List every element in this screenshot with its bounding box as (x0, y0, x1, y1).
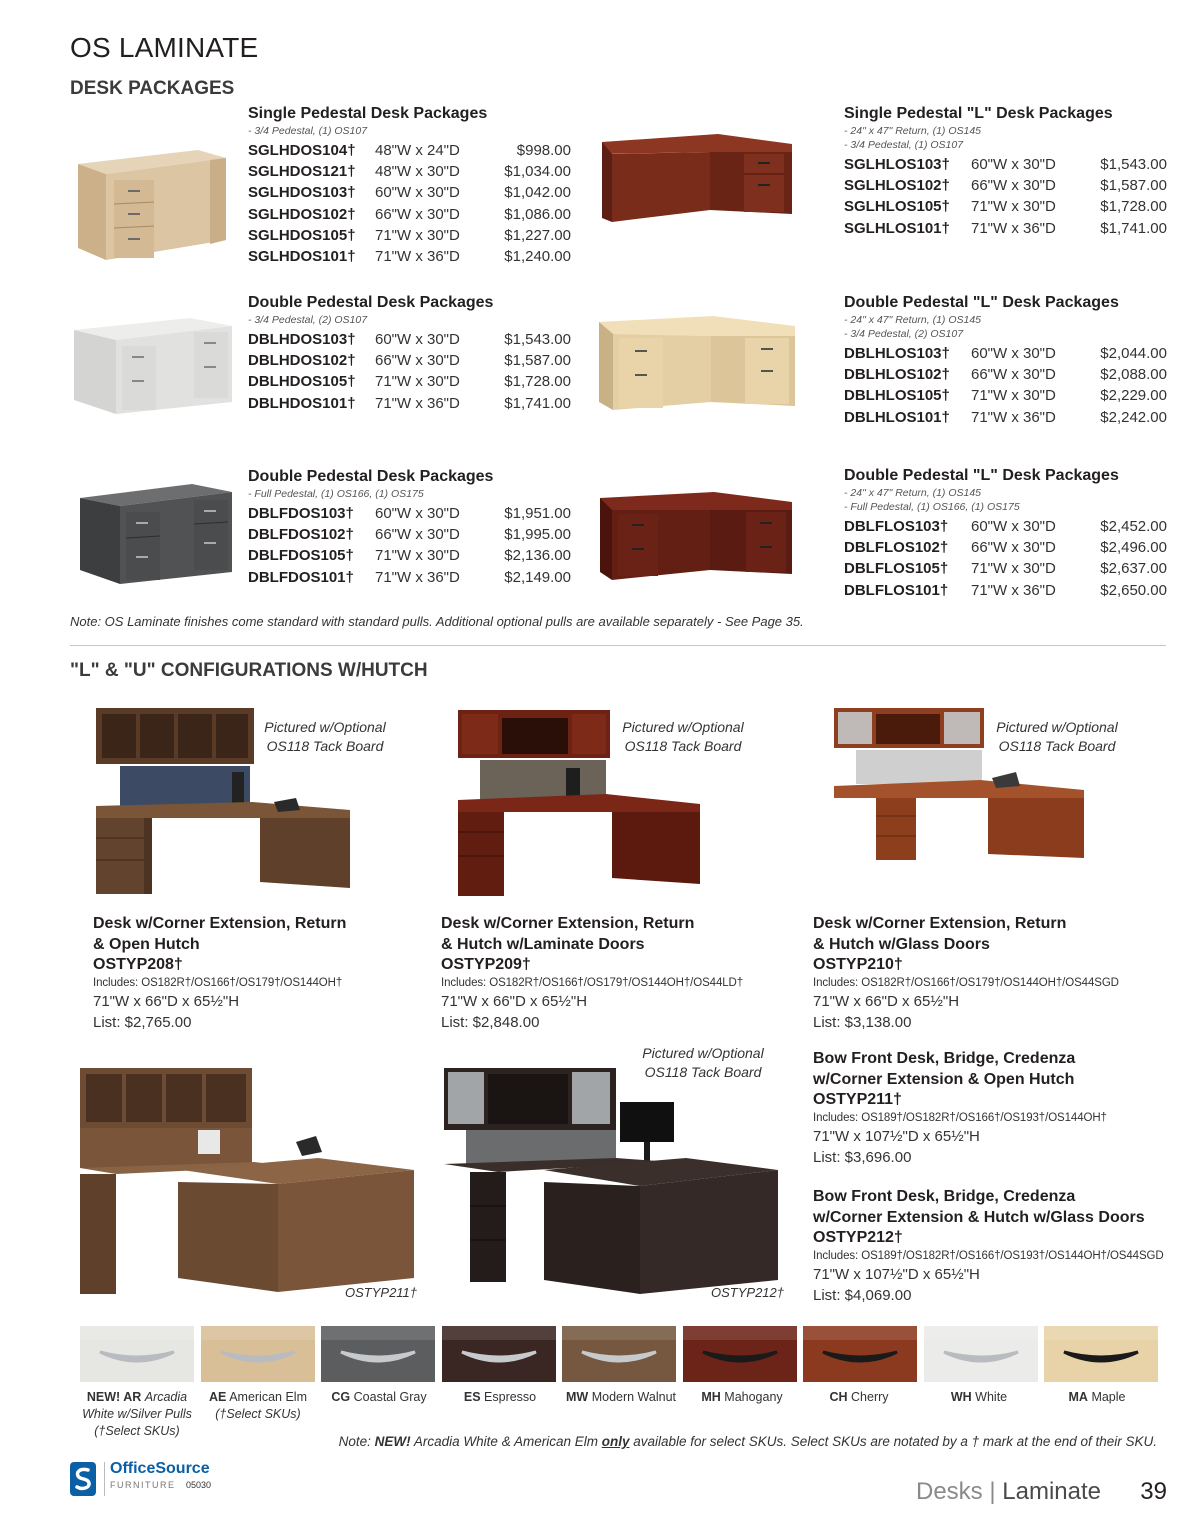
note-only: only (601, 1434, 630, 1449)
config-sku: OSTYP211† (813, 1091, 902, 1108)
finish-label-wh (920, 1389, 1038, 1406)
price: $1,227.00 (504, 226, 571, 244)
package-subtitle: - 3/4 Pedestal, (1) OS107 (844, 139, 964, 151)
package-row (844, 558, 1174, 579)
finish-code: NEW! AR (86, 1390, 142, 1404)
select-sku-note (339, 1434, 1157, 1449)
sku: DBLFDOS102† (248, 526, 354, 544)
finish-code: AE (209, 1390, 227, 1404)
package-subtitle: - Full Pedestal, (1) OS166, (1) OS175 (844, 501, 1020, 513)
sku: DBLFLOS102† (844, 539, 949, 557)
finish-swatch-es (442, 1326, 556, 1382)
config-ostyp209 (441, 913, 801, 1033)
package-row (248, 161, 578, 182)
package-row (844, 516, 1174, 537)
finish-label-ch (800, 1389, 918, 1406)
finish-code: MA (1068, 1390, 1088, 1404)
photo-ostyp212 (440, 1066, 782, 1298)
config-title: Desk w/Corner Extension, Return (441, 915, 695, 932)
package-double-pedestal (248, 293, 578, 414)
footer-separator: | (989, 1478, 996, 1505)
dimensions: 71"W x 30"D (971, 387, 1056, 405)
finish-name: White (975, 1390, 1008, 1404)
finish-label-mw (562, 1389, 680, 1406)
sku: DBLHDOS102† (248, 352, 356, 370)
brand-title: OS LAMINATE (70, 32, 259, 63)
config-sku: OSTYP208† (93, 956, 183, 973)
logo-subtitle: FURNITURE (110, 1480, 176, 1490)
dimensions: 71"W x 36"D (375, 248, 460, 266)
dimensions: 48"W x 30"D (375, 163, 460, 181)
package-row (844, 343, 1174, 364)
price: $1,995.00 (504, 526, 571, 544)
price: $2,637.00 (1100, 560, 1167, 578)
section-divider (70, 645, 1166, 646)
finish-label-ae (199, 1389, 317, 1423)
pictured-note-line2: OS118 Tack Board (266, 738, 384, 754)
sku: SGLHDOS121† (248, 163, 356, 181)
package-double-pedestal-l (844, 293, 1174, 428)
config-includes: Includes: OS189†/OS182R†/OS166†/OS193†/OS144OH† (813, 1112, 1107, 1124)
config-sku: OSTYP212† (813, 1229, 903, 1246)
sku: SGLHDOS105† (248, 226, 356, 244)
dimensions: 60"W x 30"D (375, 184, 460, 202)
dimensions: 71"W x 36"D (971, 219, 1056, 237)
sku: SGLHLOS101† (844, 219, 950, 237)
finish-label-ma (1038, 1389, 1156, 1406)
dimensions: 48"W x 24"D (375, 142, 460, 159)
swatch-edge (201, 1326, 315, 1340)
sku: SGLHLOS102† (844, 177, 950, 195)
logo-divider (104, 1462, 105, 1496)
finish-name: American Elm (229, 1390, 307, 1404)
config-title: w/Corner Extension & Hutch w/Glass Doors (813, 1209, 1145, 1226)
dimensions: 71"W x 36"D (971, 408, 1056, 426)
finish-code: CH (829, 1390, 848, 1404)
dimensions: 71"W x 30"D (971, 198, 1056, 216)
finish-extra: (†Select SKUs) (215, 1407, 301, 1421)
price: $1,543.00 (504, 331, 571, 348)
price: $1,587.00 (504, 352, 571, 370)
price: $1,042.00 (504, 184, 571, 202)
sku: DBLHLOS101† (844, 408, 950, 426)
note-prefix: Note: (338, 1434, 375, 1449)
swatch-edge (80, 1326, 194, 1340)
config-title: & Hutch w/Laminate Doors (441, 936, 645, 953)
sku: DBLFDOS101† (248, 568, 354, 586)
finish-label-ar (78, 1389, 196, 1440)
dimensions: 71"W x 36"D (375, 568, 460, 586)
swatch-edge (803, 1326, 917, 1340)
swatch-edge (924, 1326, 1038, 1340)
price: $2,136.00 (504, 547, 571, 565)
package-row (844, 537, 1174, 558)
price: $1,951.00 (504, 505, 571, 522)
config-list-price: List: $2,848.00 (441, 1014, 540, 1031)
photo-double-full-pedestal-l-desk (596, 488, 796, 586)
package-row (248, 545, 578, 566)
package-title: Double Pedestal Desk Packages (248, 294, 494, 311)
dimensions: 60"W x 30"D (971, 518, 1056, 535)
sku: DBLFLOS105† (844, 560, 949, 578)
footer-section-label (916, 1478, 1101, 1506)
swatch-edge (1044, 1326, 1158, 1340)
footer-category: Desks (916, 1478, 983, 1505)
pictured-note-line2: OS118 Tack Board (644, 1064, 762, 1080)
officesource-logo-icon (70, 1462, 96, 1496)
pictured-note-line1: Pictured w/Optional (996, 719, 1118, 735)
finish-name: Coastal Gray (353, 1390, 427, 1404)
package-double-full-pedestal (248, 467, 578, 588)
package-row (844, 580, 1174, 601)
sku: DBLFLOS101† (844, 581, 949, 599)
sku: DBLHDOS103† (248, 331, 356, 348)
config-title: Bow Front Desk, Bridge, Credenza (813, 1050, 1076, 1067)
package-row (844, 154, 1174, 175)
logo-wordmark: OfficeSource (110, 1460, 210, 1477)
config-includes: Includes: OS182R†/OS166†/OS179†/OS144OH†/OS44SGD (813, 977, 1119, 989)
sku: DBLHLOS102† (844, 366, 950, 384)
note-rest: available for select SKUs. Select SKUs are notated by a † mark at the end of their SKU. (629, 1434, 1157, 1449)
package-subtitle: - 24" x 47" Return, (1) OS145 (844, 314, 982, 326)
pictured-note-line2: OS118 Tack Board (624, 738, 742, 754)
config-sku: OSTYP209† (441, 956, 531, 973)
package-row (248, 371, 578, 392)
photo-caption-ostyp211: OSTYP211† (345, 1285, 418, 1300)
dimensions: 60"W x 30"D (971, 345, 1056, 362)
package-double-full-pedestal-l (844, 466, 1174, 601)
package-row (248, 246, 578, 267)
package-title: Double Pedestal "L" Desk Packages (844, 294, 1119, 311)
sku: SGLHDOS104† (248, 142, 356, 159)
swatch-edge (442, 1326, 556, 1340)
dimensions: 66"W x 30"D (375, 205, 460, 223)
config-list-price: List: $3,138.00 (813, 1014, 912, 1031)
config-dimensions: 71"W x 107½"D x 65½"H (813, 1128, 980, 1145)
config-title: Desk w/Corner Extension, Return (813, 915, 1067, 932)
config-includes: Includes: OS182R†/OS166†/OS179†/OS144OH† (93, 977, 343, 989)
sku: DBLHDOS105† (248, 373, 356, 391)
photo-double-pedestal-desk (70, 310, 236, 420)
dimensions: 71"W x 30"D (375, 226, 460, 244)
finish-extra: (†Select SKUs) (94, 1424, 180, 1438)
package-subtitle: - Full Pedestal, (1) OS166, (1) OS175 (248, 488, 424, 500)
note-pulls: Note: OS Laminate finishes come standard with standard pulls. Additional optional pulls are available separately - See Page 35. (70, 614, 804, 629)
config-ostyp211 (813, 1048, 1173, 1168)
footer-subcategory: Laminate (1002, 1478, 1101, 1505)
price: $1,587.00 (1100, 177, 1167, 195)
finish-swatch-ar (80, 1326, 194, 1382)
config-dimensions: 71"W x 66"D x 65½"H (813, 993, 960, 1010)
config-ostyp210 (813, 913, 1173, 1033)
price: $998.00 (516, 142, 571, 159)
sku: SGLHLOS105† (844, 198, 950, 216)
sku: DBLHLOS103† (844, 345, 950, 362)
photo-ostyp211 (78, 1066, 418, 1298)
sku: DBLHLOS105† (844, 387, 950, 405)
package-row (248, 524, 578, 545)
price: $1,741.00 (504, 394, 571, 412)
sku: SGLHLOS103† (844, 156, 950, 173)
config-title: & Hutch w/Glass Doors (813, 936, 990, 953)
sku: DBLHDOS101† (248, 394, 356, 412)
package-subtitle: - 3/4 Pedestal, (2) OS107 (248, 314, 368, 326)
package-row (248, 204, 578, 225)
package-single-pedestal-l (844, 104, 1174, 239)
dimensions: 71"W x 30"D (971, 560, 1056, 578)
package-row (844, 218, 1174, 239)
swatch-edge (683, 1326, 797, 1340)
photo-double-pedestal-l-desk (595, 306, 799, 432)
finish-name: Arcadia White w/Silver Pulls (82, 1390, 192, 1421)
package-row (844, 385, 1174, 406)
swatch-edge (562, 1326, 676, 1340)
package-row (248, 225, 578, 246)
package-title: Double Pedestal Desk Packages (248, 468, 494, 485)
package-row (248, 503, 578, 524)
section-title-desk-packages: DESK PACKAGES (70, 78, 235, 99)
price: $1,240.00 (504, 248, 571, 266)
pictured-note-209 (610, 718, 756, 756)
finish-code: MH (701, 1390, 721, 1404)
section-title-configurations: "L" & "U" CONFIGURATIONS W/HUTCH (70, 660, 428, 681)
finish-label-es (441, 1389, 559, 1406)
sku: DBLFDOS105† (248, 547, 354, 565)
sku: DBLFLOS103† (844, 518, 949, 535)
dimensions: 71"W x 36"D (375, 394, 460, 412)
pictured-note-line1: Pictured w/Optional (642, 1045, 764, 1061)
logo-code: 05030 (186, 1480, 212, 1490)
dimensions: 71"W x 30"D (375, 547, 460, 565)
price: $1,034.00 (504, 163, 571, 181)
config-list-price: List: $3,696.00 (813, 1149, 912, 1166)
finish-swatch-wh (924, 1326, 1038, 1382)
photo-single-pedestal-l-desk (598, 122, 796, 232)
photo-caption-ostyp212: OSTYP212† (711, 1285, 784, 1300)
finish-swatch-cg (321, 1326, 435, 1382)
config-dimensions: 71"W x 107½"D x 65½"H (813, 1266, 980, 1283)
config-title: Desk w/Corner Extension, Return (93, 915, 347, 932)
sku: SGLHDOS102† (248, 205, 356, 223)
dimensions: 66"W x 30"D (375, 352, 460, 370)
dimensions: 60"W x 30"D (375, 331, 460, 348)
config-ostyp208 (93, 913, 453, 1033)
note-mid: Arcadia White & American Elm (410, 1434, 602, 1449)
package-row (844, 175, 1174, 196)
dimensions: 71"W x 36"D (971, 581, 1056, 599)
package-title: Single Pedestal Desk Packages (248, 105, 488, 122)
pictured-note-line1: Pictured w/Optional (264, 719, 386, 735)
package-single-pedestal (248, 104, 578, 267)
config-dimensions: 71"W x 66"D x 65½"H (441, 993, 588, 1010)
pictured-note-208 (252, 718, 398, 756)
sku: SGLHDOS103† (248, 184, 356, 202)
finish-code: WH (950, 1390, 972, 1404)
pictured-note-212 (630, 1044, 776, 1082)
finish-name: Modern Walnut (591, 1390, 676, 1404)
finish-code: MW (566, 1390, 589, 1404)
dimensions: 60"W x 30"D (971, 156, 1056, 173)
sku: SGLHDOS101† (248, 248, 356, 266)
dimensions: 71"W x 30"D (375, 373, 460, 391)
price: $2,452.00 (1100, 518, 1167, 535)
config-ostyp212 (813, 1186, 1173, 1306)
finish-swatch-mw (562, 1326, 676, 1382)
finish-code: CG (331, 1390, 351, 1404)
config-list-price: List: $2,765.00 (93, 1014, 192, 1031)
config-includes: Includes: OS189†/OS182R†/OS166†/OS193†/OS144OH†/OS44SGD (813, 1250, 1164, 1262)
package-subtitle: - 3/4 Pedestal, (2) OS107 (844, 328, 964, 340)
price: $2,088.00 (1100, 366, 1167, 384)
package-row (248, 140, 578, 161)
package-row (844, 407, 1174, 428)
finish-code: ES (463, 1390, 481, 1404)
package-row (248, 182, 578, 203)
package-row (248, 393, 578, 414)
finish-name: Espresso (484, 1390, 537, 1404)
package-row (248, 567, 578, 588)
package-title: Single Pedestal "L" Desk Packages (844, 105, 1113, 122)
package-row (248, 329, 578, 350)
config-list-price: List: $4,069.00 (813, 1287, 912, 1304)
price: $2,229.00 (1100, 387, 1167, 405)
finish-label-cg (320, 1389, 438, 1406)
finish-swatch-ma (1044, 1326, 1158, 1382)
price: $2,496.00 (1100, 539, 1167, 557)
package-subtitle: - 3/4 Pedestal, (1) OS107 (248, 125, 368, 137)
finish-name: Maple (1091, 1390, 1126, 1404)
price: $2,242.00 (1100, 408, 1167, 426)
package-row (844, 364, 1174, 385)
pictured-note-line1: Pictured w/Optional (622, 719, 744, 735)
finish-name: Cherry (851, 1390, 889, 1404)
price: $1,086.00 (504, 205, 571, 223)
swatch-edge (321, 1326, 435, 1340)
price: $2,650.00 (1100, 581, 1167, 599)
package-title: Double Pedestal "L" Desk Packages (844, 467, 1119, 484)
price: $1,543.00 (1100, 156, 1167, 173)
package-row (248, 350, 578, 371)
sku: DBLFDOS103† (248, 505, 354, 522)
config-dimensions: 71"W x 66"D x 65½"H (93, 993, 240, 1010)
price: $2,044.00 (1100, 345, 1167, 362)
config-includes: Includes: OS182R†/OS166†/OS179†/OS144OH†/OS44LD† (441, 977, 744, 989)
photo-single-pedestal-desk (70, 140, 230, 265)
dimensions: 66"W x 30"D (971, 539, 1056, 557)
finish-swatch-mh (683, 1326, 797, 1382)
dimensions: 60"W x 30"D (375, 505, 460, 522)
config-title: Bow Front Desk, Bridge, Credenza (813, 1188, 1076, 1205)
photo-double-full-pedestal-desk (76, 478, 236, 590)
finish-swatch-ch (803, 1326, 917, 1382)
pictured-note-line2: OS118 Tack Board (998, 738, 1116, 754)
package-row (844, 196, 1174, 217)
finish-label-mh (683, 1389, 801, 1406)
config-title: & Open Hutch (93, 936, 200, 953)
finish-swatch-ae (201, 1326, 315, 1382)
dimensions: 66"W x 30"D (971, 177, 1056, 195)
package-subtitle: - 24" x 47" Return, (1) OS145 (844, 125, 982, 137)
page-number: 39 (1140, 1478, 1167, 1505)
price: $1,728.00 (504, 373, 571, 391)
package-subtitle: - 24" x 47" Return, (1) OS145 (844, 487, 982, 499)
dimensions: 66"W x 30"D (971, 366, 1056, 384)
note-new: NEW! (374, 1434, 411, 1449)
finish-name: Mahogany (724, 1390, 783, 1404)
config-sku: OSTYP210† (813, 956, 903, 973)
price: $1,741.00 (1100, 219, 1167, 237)
dimensions: 66"W x 30"D (375, 526, 460, 544)
price: $2,149.00 (504, 568, 571, 586)
config-title: w/Corner Extension & Open Hutch (813, 1071, 1075, 1088)
pictured-note-210 (984, 718, 1130, 756)
price: $1,728.00 (1100, 198, 1167, 216)
